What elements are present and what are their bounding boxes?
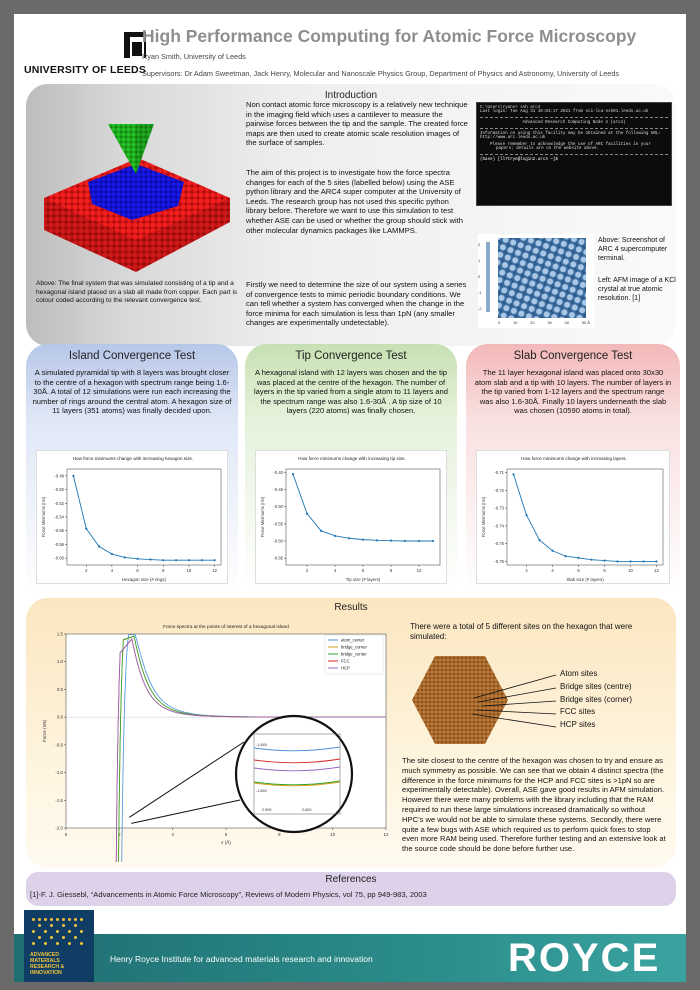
- y-tick-label: 1.5: [56, 631, 63, 637]
- x-tick-label: 2: [525, 568, 528, 573]
- y-axis-label: Force Minimums (nN): [41, 496, 46, 538]
- amri-dot: [80, 918, 83, 921]
- afm-x-tick: 10: [512, 320, 518, 325]
- legend-label: atom_center: [341, 637, 365, 643]
- island-chart-svg: [37, 451, 229, 585]
- x-axis-label: Hexagon size (# rings): [122, 577, 166, 582]
- terminal-line: Information on using this facility may be obtained at the following URL:: [480, 132, 661, 136]
- institute-text: Henry Royce Institute for advanced materials research and innovation: [110, 954, 373, 964]
- plot-frame: [286, 469, 440, 565]
- amri-dot: [68, 918, 71, 921]
- y-tick-label: -0.55: [273, 521, 283, 527]
- plot-frame: [67, 469, 221, 565]
- chart-title: How force minimums change with increasing tip size.: [298, 456, 406, 461]
- introduction-title: Introduction: [324, 90, 378, 101]
- data-point: [564, 555, 566, 557]
- amri-dot: [38, 918, 41, 921]
- y-tick-label: -0.48: [54, 473, 64, 479]
- amri-dot: [74, 936, 77, 939]
- data-point: [525, 514, 527, 516]
- results-intro-text: There were a total of 5 different sites on the hexagon that were simulated:: [410, 622, 633, 641]
- series-line: [293, 474, 433, 541]
- amri-dot: [50, 918, 53, 921]
- x-tick-label: 4: [171, 832, 174, 837]
- amri-dot: [44, 918, 47, 921]
- data-point: [616, 560, 618, 562]
- terminal-line: Advanced Research Computing Node 4 (arc4): [522, 121, 626, 125]
- references-title: References: [325, 874, 377, 885]
- amri-dot: [80, 930, 83, 933]
- data-point: [111, 553, 113, 555]
- data-point: [306, 512, 308, 514]
- amri-dot: [56, 942, 59, 945]
- y-tick-label: -1.0: [55, 770, 63, 776]
- amri-dot: [74, 924, 77, 927]
- data-point: [334, 535, 336, 537]
- chart-title: Force spectra at the points of interest of a hexagonal island: [163, 625, 289, 630]
- data-point: [362, 539, 364, 541]
- y-tick-label: -0.72: [494, 487, 504, 493]
- amri-dot: [62, 918, 65, 921]
- results-panel: [26, 598, 676, 868]
- slab-title: Slab Convergence Test: [513, 350, 633, 362]
- data-point: [432, 540, 434, 542]
- amri-dot: [32, 942, 35, 945]
- legend-label: FCC: [341, 658, 350, 664]
- force-spectra-svg: [36, 614, 392, 862]
- data-point: [175, 559, 177, 561]
- x-tick-label: 4: [110, 568, 114, 573]
- amri-dot: [80, 942, 83, 945]
- amri-dot: [50, 924, 53, 927]
- tip-text: A hexagonal island with 12 layers was chosen and the tip was placed at the centre of the hexagon. The number of layers in the tip varied from a single atom to 11 layers and the spectrum range was also 1.6-30Å . A tip size of 10 layers (220 atoms) was finally chosen.: [253, 368, 449, 416]
- legend-label: bridge_corner: [341, 644, 367, 650]
- y-tick-label: -0.40: [273, 469, 283, 475]
- amri-text: ADVANCED MATERIALS RESEARCH & INNOVATION: [30, 952, 65, 976]
- y-tick-label: -0.50: [54, 487, 64, 493]
- y-tick-label: -0.76: [494, 558, 504, 564]
- data-point: [292, 473, 294, 475]
- y-tick-label: -0.45: [273, 487, 283, 493]
- y-axis-label: Force Minimums (nN): [481, 496, 486, 538]
- tip-convergence-panel: [245, 344, 457, 594]
- legend-label: HCP: [341, 665, 350, 671]
- x-tick-label: 10: [628, 568, 633, 573]
- afm-x-tick: 20: [530, 320, 535, 325]
- y-tick-label: -0.71: [494, 470, 504, 476]
- y-tick-label: -0.60: [273, 538, 283, 544]
- data-point: [404, 540, 406, 542]
- y-tick-label: 0.5: [56, 686, 63, 692]
- author: Ryan Smith, University of Leeds: [142, 52, 246, 61]
- island-text: A simulated pyramidal tip with 8 layers was brought closer to the centre of a hexagon with spectrum range being 1.6-30Å. A total of 12 simulations were run each increasing the number of rings around the central atom. A hexagon size of 11 layers (351 atoms) was finally decided upon.: [32, 368, 232, 416]
- x-tick-label: 10: [186, 568, 192, 573]
- x-tick-label: 0: [64, 832, 68, 837]
- island-title: Island Convergence Test: [68, 350, 196, 362]
- amri-dots-icon: [32, 918, 86, 946]
- x-tick-label: 10: [330, 832, 336, 837]
- y-tick-label: -0.73: [494, 505, 504, 511]
- royce-logo: ROYCE: [508, 936, 661, 980]
- data-point: [213, 559, 215, 561]
- slab-convergence-panel: [466, 344, 680, 594]
- data-point: [162, 559, 164, 561]
- y-tick-label: -0.60: [54, 555, 64, 561]
- amri-dot: [32, 918, 35, 921]
- y-tick-label: -0.5: [55, 742, 63, 748]
- terminal-line: Last login: Tue Aug 31 10:04:17 2021 from sci-lcu-ssh01.leeds.ac.uk: [480, 110, 649, 114]
- logo-text: UNIVERSITY OF LEEDS: [24, 64, 147, 76]
- intro-paragraph-1: Non contact atomic force microscopy is a relatively new technique in the imaging field which uses a cantilever to measure the pairwise forces between the tip and the sample. The created force maps are then used to create atomic scale resolution images of the surface of samples.: [246, 100, 468, 148]
- amri-dot: [62, 936, 65, 939]
- terminal-line: http://www.arc.leeds.ac.uk: [480, 136, 546, 140]
- intro-paragraph-2: The aim of this project is to investigate how the force spectra changes for each of the 5 sites (labelled below) using the ASE python library and the ARC4 super computer at the University of Leeds. The research group has not used this specific python library before. Therefore we want to use this simulation to test whether ASE can be used or whether the group should stick with other molecular dynamics packages like LAMMPS.: [246, 168, 463, 235]
- amri-dot: [62, 924, 65, 927]
- y-tick-label: -0.58: [54, 541, 64, 547]
- data-point: [320, 530, 322, 532]
- terminal-prompt: (base) [ll7trye@login2.arc4 ~]$: [480, 158, 558, 162]
- amri-dot: [38, 936, 41, 939]
- amri-dot: [74, 918, 77, 921]
- amri-dot: [44, 930, 47, 933]
- simulation-system-image: [36, 102, 236, 277]
- afm-y-tick: -2: [478, 306, 482, 311]
- afm-image-frame: [478, 234, 594, 328]
- amri-dot: [56, 930, 59, 933]
- x-tick-label: 12: [383, 832, 389, 837]
- y-tick-label: -0.54: [54, 514, 64, 520]
- reference-1: [1]-F. J. Giessebl, “Advancements in Atomic Force Microscopy”, Reviews of Modern Physics, vol 75, pp 949-983, 2003: [30, 890, 427, 899]
- y-tick-label: -1.5: [55, 797, 63, 803]
- terminal-line: Please remember to acknowledge the use of ARC facilities in your: [490, 143, 651, 147]
- amri-logo: [24, 910, 94, 982]
- x-tick-label: 12: [212, 568, 217, 573]
- x-tick-label: 2: [305, 568, 309, 573]
- data-point: [201, 559, 203, 561]
- y-tick-label: 0.0: [56, 714, 63, 720]
- chart-title: How force minimums change with increasing layers.: [521, 456, 627, 461]
- data-point: [188, 559, 190, 561]
- terminal-line: papers; details are on the website above.: [496, 147, 600, 151]
- x-tick-label: 10: [416, 568, 422, 573]
- y-tick-label: -0.65: [273, 555, 283, 561]
- data-point: [390, 540, 392, 542]
- results-title: Results: [334, 602, 368, 613]
- y-tick-label: -0.56: [54, 528, 64, 534]
- x-tick-label: 8: [389, 568, 393, 573]
- data-point: [418, 540, 420, 542]
- terminal-caption: Above: Screenshot of ARC 4 supercomputer terminal.: [598, 237, 668, 262]
- terminal-line: C:\Users\ryans> ssh arc4: [480, 106, 541, 110]
- data-point: [149, 558, 151, 560]
- inset-y-tick: -1.850: [256, 789, 267, 793]
- afm-x-tick: 30: [547, 320, 552, 325]
- references-panel: [26, 872, 676, 906]
- x-axis-label: Tip size (# layers): [345, 577, 381, 582]
- amri-dot: [68, 930, 71, 933]
- introduction-panel: [26, 84, 676, 346]
- terminal-screenshot: [476, 102, 672, 206]
- tip-title: Tip Convergence Test: [295, 350, 407, 362]
- data-point: [577, 557, 579, 559]
- slab-chart-svg: [477, 451, 671, 585]
- amri-dot: [32, 930, 35, 933]
- island-convergence-panel: [26, 344, 238, 594]
- site-label: Atom sites: [560, 669, 598, 678]
- x-tick-label: 4: [551, 568, 554, 573]
- poster-title: High Performance Computing for Atomic Force Microscopy: [142, 26, 637, 46]
- afm-y-tick: 2: [478, 242, 481, 247]
- amri-dot: [56, 918, 59, 921]
- tip-chart-svg: [256, 451, 448, 585]
- data-point: [72, 475, 74, 477]
- x-tick-label: 6: [136, 568, 139, 573]
- inset-y-tick: -1.845: [256, 743, 267, 747]
- x-tick-label: 6: [224, 832, 228, 837]
- university-logo: [24, 32, 147, 82]
- y-tick-label: -0.75: [494, 541, 504, 547]
- afm-x-tick: 40: [564, 320, 569, 325]
- zoom-inset-circle: [236, 716, 352, 832]
- island-chart: [36, 450, 228, 584]
- amri-dot: [50, 936, 53, 939]
- afm-caption: Left: AFM image of a KCl crystal at true atomic resolution. [1]: [598, 277, 676, 302]
- data-point: [551, 550, 553, 552]
- data-point: [538, 539, 540, 541]
- x-tick-label: 2: [118, 832, 121, 837]
- data-point: [603, 559, 605, 561]
- results-body: The site closest to the centre of the hexagon was chosen to try and ensure as much symmetry as possible. We can see that we obtain 4 distinct spectra (the difference in the force minimums for the HCP and FCC sites is >1pN so are experimentally detectable). Overall, ASE gave good results in AFM simulation. However there were many problems with the library including that the RAM required to run these large simulations increased dramatically so without HPC’s we would not be able to simulate these systems. Secondly, there were quite a few bugs with ASE which required us to perform quick fixes to stop even more RAM being used. Therefore further testing and an extensive look at the source code should be done before further use.: [402, 756, 666, 854]
- series-line: [514, 474, 657, 561]
- data-point: [629, 560, 631, 562]
- amri-dot: [44, 942, 47, 945]
- site-label: HCP sites: [560, 720, 596, 730]
- x-tick-label: 2: [85, 568, 88, 573]
- series-line: [73, 476, 214, 560]
- site-label: FCC sites: [560, 707, 596, 717]
- data-point: [655, 560, 657, 562]
- y-axis-label: Force (nN): [42, 720, 47, 742]
- slab-text: The 11 layer hexagonal island was placed onto 30x30 atom slab and a tip with 10 layers. The number of layers in the tip varied from 1-12 layers and the spectrum range was also 1.6-30Å. Finally 10 layers underneath the slab was chosen (10590 atoms in total).: [474, 368, 672, 416]
- y-tick-label: 1.0: [56, 659, 63, 665]
- afm-y-tick: 0: [478, 274, 481, 279]
- amri-dot: [38, 924, 41, 927]
- site-label-list: [560, 668, 632, 732]
- y-tick-label: -0.74: [494, 523, 504, 529]
- x-tick-label: 12: [654, 568, 659, 573]
- data-point: [124, 556, 126, 558]
- y-tick-label: -0.52: [54, 500, 64, 506]
- afm-x-tick: 0: [498, 320, 501, 325]
- y-tick-label: -0.50: [273, 504, 283, 510]
- data-point: [642, 560, 644, 562]
- data-point: [590, 559, 592, 561]
- x-tick-label: 8: [162, 568, 165, 573]
- x-axis-label: z (Å): [221, 840, 231, 845]
- chart-title: How force minimums change with increasing hexagon size.: [72, 456, 194, 461]
- system-image-caption: Above: The final system that was simulated consisting of a tip and a hexagonal island placed on a slab all made from copper. Each part is colour coded according to the relevant convergence test.: [36, 280, 238, 305]
- data-point: [512, 473, 514, 475]
- x-tick-label: 8: [278, 832, 281, 837]
- site-label: Bridge sites (corner): [560, 694, 633, 704]
- amri-dot: [68, 942, 71, 945]
- slab-chart: [476, 450, 670, 584]
- x-tick-label: 8: [603, 568, 606, 573]
- inset-x-tick: 2.595: [262, 808, 272, 812]
- site-pointer-lines: [456, 658, 566, 748]
- plot-frame: [507, 469, 663, 565]
- tip-chart: [255, 450, 447, 584]
- data-point: [98, 545, 100, 547]
- y-tick-label: -2.0: [55, 825, 63, 831]
- supervisors: Supervisors: Dr Adam Sweetman, Jack Henry, Molecular and Nanoscale Physics Group, Department of Physics and Astronomy, University of Leeds: [142, 69, 620, 78]
- x-tick-label: 4: [333, 568, 337, 573]
- inset-x-tick: 2.600: [302, 808, 312, 812]
- x-tick-label: 6: [361, 568, 365, 573]
- afm-y-tick: -1: [478, 290, 482, 295]
- poster: [14, 14, 686, 982]
- afm-x-ticks: [498, 320, 590, 325]
- afm-x-tick: 50 Å: [581, 320, 590, 325]
- data-point: [348, 537, 350, 539]
- y-axis-label: Force Minimums (nN): [260, 496, 265, 538]
- intro-paragraph-3: Firstly we need to determine the size of our system using a series of convergence tests to mimic periodic boundary conditions. We can tell whether a system has converged when the change in the force minima for each simulation is less than 1pN (any smaller changes are experimentally undetectable).: [246, 280, 467, 328]
- data-point: [376, 539, 378, 541]
- data-point: [136, 558, 138, 560]
- site-label: Bridge sites (centre): [560, 681, 632, 691]
- legend-label: bridge_center: [341, 651, 367, 657]
- x-axis-label: Slab size (# layers): [566, 577, 604, 582]
- afm-y-tick: 1: [478, 258, 481, 263]
- x-tick-label: 6: [577, 568, 580, 573]
- force-spectra-chart: [36, 614, 392, 862]
- data-point: [85, 528, 87, 530]
- afm-kcl-image: [478, 234, 594, 328]
